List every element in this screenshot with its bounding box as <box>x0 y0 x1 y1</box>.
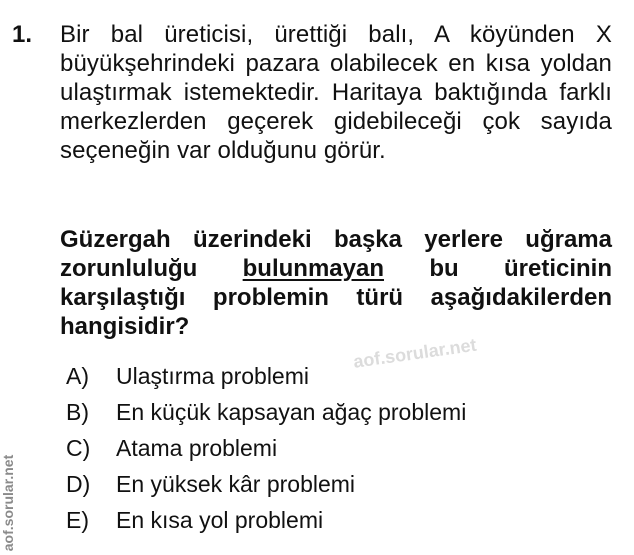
option-d[interactable] <box>66 466 466 502</box>
question-prompt-end: bu üreticinin karşılaştığı problemin türü aşağıdakilerden hangisidir? <box>60 255 613 340</box>
option-b[interactable] <box>66 394 466 430</box>
option-text: En kısa yol problemi <box>116 506 324 533</box>
option-c[interactable] <box>66 430 466 466</box>
question-stem: Bir bal üreticisi, ürettiği balı, A köyünden X büyükşehrindeki pazara olabilecek en kısa yoldan ulaştırmak istemektedir. Haritaya baktığında farklı merkezlerden geçerek gidebileceği çok sayıda seçeneğin var olduğunu görür. <box>60 21 612 164</box>
question-prompt-start: Güzergah üzerindeki başka yerlere uğrama zorunluluğu <box>60 226 612 282</box>
option-e[interactable] <box>66 502 466 538</box>
option-a[interactable] <box>66 358 466 394</box>
answer-options <box>66 358 466 538</box>
question-prompt <box>60 225 612 341</box>
option-text: En yüksek kâr problemi <box>116 470 356 497</box>
option-letter: D) <box>66 470 91 497</box>
option-letter: A) <box>66 362 89 389</box>
center-watermark: aof.sorular.net <box>352 334 478 372</box>
question-prompt-emphasis: bulunmayan <box>242 255 384 282</box>
side-watermark: aof.sorular.net <box>0 454 16 552</box>
option-text: En küçük kapsayan ağaç problemi <box>116 398 467 425</box>
option-letter: C) <box>66 434 91 461</box>
option-text: Ulaştırma problemi <box>116 362 309 389</box>
option-letter: E) <box>66 506 89 533</box>
question-number: 1. <box>12 21 33 48</box>
option-text: Atama problemi <box>116 434 278 461</box>
option-letter: B) <box>66 398 89 425</box>
